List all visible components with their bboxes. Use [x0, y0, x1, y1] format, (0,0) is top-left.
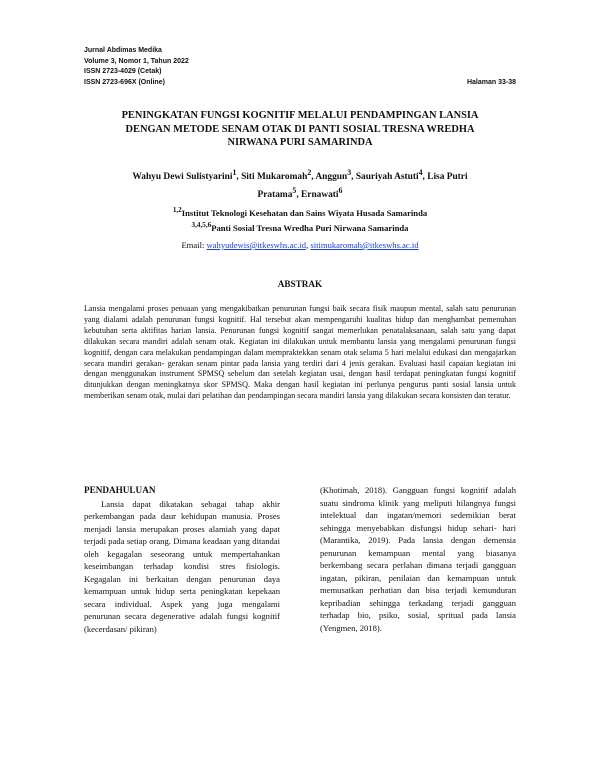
- author-sup: 5: [292, 186, 297, 196]
- author: Ernawati: [301, 190, 339, 201]
- paragraph: Lansia dapat dikatakan sebagai tahap akhir perkembangan pada daur kehidupan manusia. Proses menjadi lansia merupakan proses alamiah yang dapat terjadi pada setiap orang. Dimana keadaan yang ditandai oleh kegagalan seseorang untuk mempertahankan keseimbangan terhadap kondisi stres fisiologis. Kegagalan ini berkaitan dengan penurunan daya kemampuan untuk hidup serta peningkatan kepekaan secara individual. Aspek yang juga mengalami penurunan secara degenerative adalah fungsi kognitif (kecerdasan/ pikiran): [84, 498, 280, 634]
- paper-title: [84, 109, 516, 150]
- email-label: Email:: [181, 240, 205, 250]
- affiliation-text: Panti Sosial Tresna Wredha Puri Nirwana Samarinda: [211, 222, 409, 233]
- author: Lisa Putri Pratama: [257, 172, 468, 201]
- title-line-2: DENGAN METODE SENAM OTAK DI PANTI SOSIAL TRESNA WREDHA: [125, 123, 475, 135]
- email-link-2[interactable]: sitimukaromah@itkeswhs.ac.id: [310, 240, 419, 250]
- author-sup: 3: [347, 168, 352, 177]
- author: Anggun: [315, 172, 348, 183]
- author-sup: 6: [338, 186, 343, 196]
- paragraph: (Khotimah, 2018). Gangguan fungsi kognitif adalah suatu sindroma klinik yang meliputi hilangnya fungsi intelektual dan ingatan/memori sedemikian berat sehingga menyebabkan disfungsi hidup sehari- hari (Marantika, 2019). Pada lansia dengan demensia penurunan kemampuan mental yang biasanya berkembang secara perlahan dimana terjadi gangguan ingatan, pikiran, penilaian dan kemampuan untuk memusatkan perhatian dan bisa terjadi kemunduran kepribadian sehingga terkadang terjadi gangguan terhadap bio, psiko, sosial, spritual pada lansia (Yengmen, 2018).: [320, 485, 516, 633]
- section-heading: PENDAHULUAN: [84, 485, 156, 495]
- affiliation-text: Institut Teknologi Kesehatan dan Sains Wiyata Husada Samarinda: [181, 207, 428, 218]
- email-link-1[interactable]: wahyudewis@itkeswhs.ac.id: [206, 240, 307, 250]
- page-range: Halaman 33-38: [466, 78, 516, 86]
- journal-name: Jurnal Abdimas Medika: [84, 47, 162, 54]
- column-right: [320, 484, 516, 634]
- affiliations: [84, 204, 516, 234]
- author: Siti Mukaromah: [241, 172, 308, 183]
- title-line-1: PENINGKATAN FUNGSI KOGNITIF MELALUI PENDAMPINGAN LANSIA: [121, 110, 479, 121]
- affiliation: [84, 219, 516, 234]
- abstract-text: Lansia mengalami proses penuaan yang mengakibatkan penurunan fungsi baik secara fisik maupun mental, salah satu penurunan yang dialami adalah penurunan fungsi kognitif. Hal tersebut akan mempengaruhi kualitas hidup dan menghambat pemenuhan kebutuhan serta aktifitas harian lansia. Penurunan fungsi kognitif sangat memerlukan penatalaksanaan, salah satu yang dapat dilakukan secara mandiri adalah senam otak. Kegiatan ini dilakukan untuk membantu lansia yang mengalami penurunan fungsi kognitif, dengan cara melakukan pendampingan dalam mempraktekkan senam otak selama 5 hari melalui edukasi dan mengajarkan secara mandiri gerakan- gerakan senam pintar pada lansia yang terdiri dari 4 jenis gerakan. Evaluasi hasil capaian kegiatan ini dengan menggunakan instrument SPMSQ sebelum dan setelah kegiatan usai, dengan hasil terdapat peningkatan fungsi kognitif ditunjukkan dengan meningkatnya skor SPMSQ. Maka dengan hasil kegiatan ini perlunya pengurus panti sosial lansia untuk memberikan senam otak, mulai dari pelatihan dan pendampingan secara mandiri lansia yang dilakukan secara konsisten dan teratur.: [84, 304, 516, 401]
- email-separator: ,: [306, 240, 309, 250]
- title-line-3: NIRWANA PURI SAMARINDA: [227, 137, 373, 148]
- affiliation: [84, 204, 516, 219]
- author: Sauriyah Astuti: [355, 172, 419, 183]
- author-sup: 2: [307, 168, 312, 177]
- issn-print: ISSN 2723-4029 (Cetak): [84, 68, 162, 75]
- affiliation-sup: 3,4,5,6: [191, 220, 212, 229]
- journal-volume: Volume 3, Nomor 1, Tahun 2022: [84, 57, 189, 65]
- journal-header: [84, 46, 516, 88]
- author: Wahyu Dewi Sulistyarini: [132, 172, 233, 183]
- author-list: Wahyu Dewi Sulistyarini$^1$, Siti Mukaromah$^2$, Anggun$^3$, Sauriyah Astuti$^4$, Lisa Putri Pratama$^5$, Ernawati$^6$: [132, 168, 468, 201]
- author-sup: 1: [232, 168, 237, 177]
- column-left: [84, 484, 280, 635]
- email-line: [84, 240, 516, 250]
- author-sup: 4: [418, 168, 423, 177]
- issn-online: ISSN 2723-696X (Online): [84, 78, 165, 86]
- abstract-heading: ABSTRAK: [277, 279, 323, 289]
- affiliation-sup: 1,2: [172, 206, 182, 214]
